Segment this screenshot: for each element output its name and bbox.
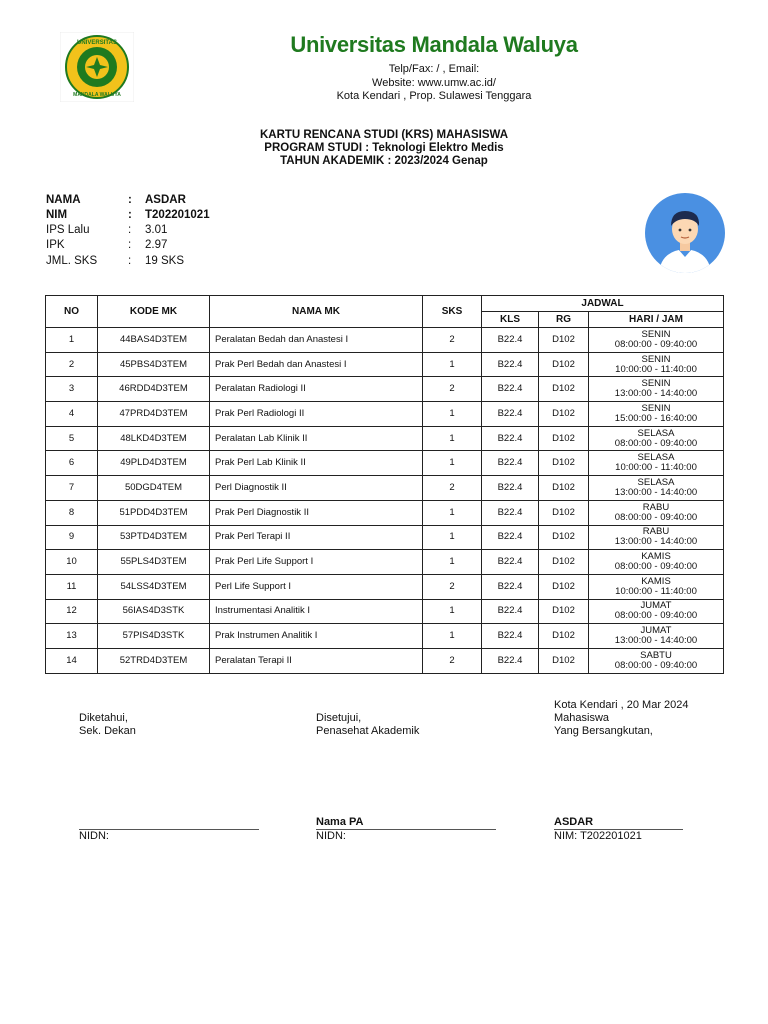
cell-rg: D102 [539,574,589,599]
cell-no: 8 [46,500,98,525]
cell-hari: SENIN [641,353,671,365]
cell-no: 4 [46,402,98,427]
cell-kls: B22.4 [482,328,539,353]
cell-no: 6 [46,451,98,476]
program-studi: PROGRAM STUDI : Teknologi Elektro Medis [264,142,504,154]
cell-kls: B22.4 [482,525,539,550]
cell-no: 7 [46,476,98,501]
cell-jam: 08:00:00 - 09:40:00 [614,511,698,523]
cell-jam: 13:00:00 - 14:40:00 [614,635,698,647]
krs-table [45,295,724,674]
cell-sks: 1 [423,525,482,550]
cell-no: 9 [46,525,98,550]
cell-kls: B22.4 [482,426,539,451]
cell-nama: Peralatan Lab Klinik II [210,426,423,451]
cell-jam: 08:00:00 - 09:40:00 [614,338,698,350]
table-row [46,648,724,673]
cell-sks: 2 [423,476,482,501]
contact-website: Website: www.umw.ac.id/ [372,77,496,89]
cell-kls: B22.4 [482,648,539,673]
info-value: T202201021 [145,209,210,221]
cell-kls: B22.4 [482,377,539,402]
cell-sks: 2 [423,328,482,353]
cell-rg: D102 [539,451,589,476]
cell-nama: Prak Perl Life Support I [210,550,423,575]
info-label: IPK [46,239,65,251]
cell-kode: 47PRD4D3TEM [98,402,210,427]
cell-hari: SELASA [637,476,675,488]
cell-kode: 53PTD4D3TEM [98,525,210,550]
cell-kls: B22.4 [482,574,539,599]
cell-jam: 08:00:00 - 09:40:00 [614,561,698,573]
cell-hari-jam [589,352,724,377]
cell-kls: B22.4 [482,451,539,476]
cell-hari-jam [589,574,724,599]
cell-hari: JUMAT [640,625,672,637]
cell-rg: D102 [539,599,589,624]
cell-hari-jam [589,328,724,353]
cell-kode: 57PIS4D3STK [98,624,210,649]
table-row [46,476,724,501]
mhs-line1: Mahasiswa [554,712,610,724]
cell-kls: B22.4 [482,599,539,624]
cell-nama: Prak Perl Diagnostik II [210,500,423,525]
university-name: Universitas Mandala Waluya [290,32,578,57]
table-row [46,525,724,550]
table-row [46,599,724,624]
cell-nama: Peralatan Bedah dan Anastesi I [210,328,423,353]
col-header-kode: KODE MK [98,296,210,328]
svg-text:MANDALA WALUYA: MANDALA WALUYA [73,92,121,98]
cell-nama: Prak Perl Bedah dan Anastesi I [210,352,423,377]
pa-block [316,712,419,738]
info-value: ASDAR [145,194,186,206]
cell-hari: SENIN [641,328,671,340]
cell-no: 5 [46,426,98,451]
cell-rg: D102 [539,476,589,501]
cell-nama: Perl Diagnostik II [210,476,423,501]
col-header-hari: HARI / JAM [589,312,724,328]
info-label: NAMA [46,194,81,206]
dekan-line1: Diketahui, [79,712,128,724]
cell-jam: 10:00:00 - 11:40:00 [615,363,697,375]
krs-table-body [46,328,724,674]
info-colon: : [128,209,132,221]
cell-nama: Peralatan Radiologi II [210,377,423,402]
pa-line2: Penasehat Akademik [316,725,420,737]
cell-jam: 13:00:00 - 14:40:00 [614,388,698,400]
info-label: IPS Lalu [46,224,90,236]
info-value: 19 SKS [145,255,184,267]
table-row [46,426,724,451]
contact-address: Kota Kendari , Prop. Sulawesi Tenggara [336,90,532,102]
cell-hari-jam [589,624,724,649]
pa-nidn: NIDN: [316,830,346,842]
mhs-nim: NIM: T202201021 [554,830,642,842]
table-row [46,500,724,525]
cell-hari-jam [589,550,724,575]
cell-kls: B22.4 [482,402,539,427]
cell-hari: SENIN [641,378,671,390]
cell-jam: 13:00:00 - 14:40:00 [614,486,698,498]
cell-hari: SENIN [641,402,671,414]
cell-hari-jam [589,426,724,451]
tahun-akademik: TAHUN AKADEMIK : 2023/2024 Genap [280,155,488,167]
cell-sks: 2 [423,574,482,599]
col-header-rg: RG [539,312,589,328]
cell-kls: B22.4 [482,476,539,501]
cell-sks: 1 [423,426,482,451]
cell-nama: Prak Instrumen Analitik I [210,624,423,649]
cell-hari-jam [589,500,724,525]
cell-kode: 52TRD4D3TEM [98,648,210,673]
dekan-line2: Sek. Dekan [79,725,136,737]
cell-rg: D102 [539,402,589,427]
table-row [46,574,724,599]
cell-sks: 1 [423,624,482,649]
dekan-block [79,712,136,738]
table-row [46,624,724,649]
cell-kode: 51PDD4D3TEM [98,500,210,525]
cell-nama: Prak Perl Lab Klinik II [210,451,423,476]
info-value: 2.97 [145,239,168,251]
table-row [46,550,724,575]
cell-no: 1 [46,328,98,353]
cell-rg: D102 [539,648,589,673]
table-row [46,328,724,353]
info-label: JML. SKS [46,255,98,267]
cell-no: 10 [46,550,98,575]
cell-nama: Prak Perl Radiologi II [210,402,423,427]
krs-title: KARTU RENCANA STUDI (KRS) MAHASISWA [259,129,509,141]
cell-hari: SELASA [637,427,675,439]
info-value: 3.01 [145,224,168,236]
cell-jam: 13:00:00 - 14:40:00 [614,536,698,548]
cell-jam: 10:00:00 - 11:40:00 [615,585,697,597]
cell-hari-jam [589,476,724,501]
cell-kode: 49PLD4D3TEM [98,451,210,476]
cell-kode: 55PLS4D3TEM [98,550,210,575]
student-avatar [645,193,725,273]
cell-kode: 48LKD4D3TEM [98,426,210,451]
cell-hari-jam [589,451,724,476]
info-label: NIM [46,209,68,221]
dekan-nidn: NIDN: [79,830,109,842]
cell-hari-jam [589,402,724,427]
cell-hari-jam [589,599,724,624]
cell-no: 11 [46,574,98,599]
contact-telp: Telp/Fax: / , Email: [388,63,480,75]
cell-sks: 1 [423,500,482,525]
cell-no: 3 [46,377,98,402]
cell-rg: D102 [539,377,589,402]
cell-sks: 1 [423,550,482,575]
cell-hari: JUMAT [640,600,672,612]
table-row [46,451,724,476]
cell-no: 12 [46,599,98,624]
col-header-nama: NAMA MK [210,296,423,328]
cell-no: 13 [46,624,98,649]
cell-no: 14 [46,648,98,673]
cell-kls: B22.4 [482,550,539,575]
cell-jam: 08:00:00 - 09:40:00 [614,437,698,449]
cell-hari-jam [589,525,724,550]
col-header-kls: KLS [482,312,539,328]
cell-nama: Instrumentasi Analitik I [210,599,423,624]
pa-line1: Disetujui, [316,712,362,724]
info-colon: : [128,194,132,206]
cell-sks: 2 [423,377,482,402]
cell-no: 2 [46,352,98,377]
info-colon: : [128,224,132,236]
cell-kode: 50DGD4TEM [98,476,210,501]
cell-jam: 15:00:00 - 16:40:00 [614,412,698,424]
cell-sks: 1 [423,352,482,377]
sign-date: Kota Kendari , 20 Mar 2024 [554,699,689,711]
cell-sks: 1 [423,599,482,624]
cell-rg: D102 [539,525,589,550]
cell-sks: 2 [423,648,482,673]
pa-name: Nama PA [316,816,364,828]
cell-kls: B22.4 [482,624,539,649]
cell-kode: 56IAS4D3STK [98,599,210,624]
cell-hari-jam [589,648,724,673]
cell-sks: 1 [423,451,482,476]
cell-kls: B22.4 [482,352,539,377]
cell-rg: D102 [539,328,589,353]
cell-nama: Peralatan Terapi II [210,648,423,673]
cell-hari: RABU [642,526,670,538]
cell-nama: Perl Life Support I [210,574,423,599]
cell-kode: 45PBS4D3TEM [98,352,210,377]
cell-rg: D102 [539,550,589,575]
col-header-no: NO [46,296,98,328]
cell-nama: Prak Perl Terapi II [210,525,423,550]
cell-rg: D102 [539,624,589,649]
mhs-block [554,712,653,738]
mhs-line2: Yang Bersangkutan, [554,725,653,737]
info-colon: : [128,255,132,267]
cell-kode: 44BAS4D3TEM [98,328,210,353]
table-row [46,377,724,402]
info-colon: : [128,239,132,251]
cell-hari: RABU [642,501,670,513]
cell-jam: 08:00:00 - 09:40:00 [614,610,698,622]
cell-jam: 08:00:00 - 09:40:00 [614,659,698,671]
cell-rg: D102 [539,352,589,377]
cell-rg: D102 [539,426,589,451]
cell-hari: SABTU [640,649,672,661]
mhs-name: ASDAR [554,816,594,828]
cell-kode: 54LSS4D3TEM [98,574,210,599]
col-header-jadwal: JADWAL [482,296,724,312]
svg-text:UNIVERSITAS: UNIVERSITAS [77,40,117,46]
cell-hari: KAMIS [641,551,671,563]
cell-sks: 1 [423,402,482,427]
cell-hari-jam [589,377,724,402]
col-header-sks: SKS [423,296,482,328]
cell-jam: 10:00:00 - 11:40:00 [615,462,697,474]
table-row [46,352,724,377]
cell-rg: D102 [539,500,589,525]
cell-kode: 46RDD4D3TEM [98,377,210,402]
table-row [46,402,724,427]
cell-hari: KAMIS [641,575,671,587]
cell-kls: B22.4 [482,500,539,525]
cell-hari: SELASA [637,452,675,464]
